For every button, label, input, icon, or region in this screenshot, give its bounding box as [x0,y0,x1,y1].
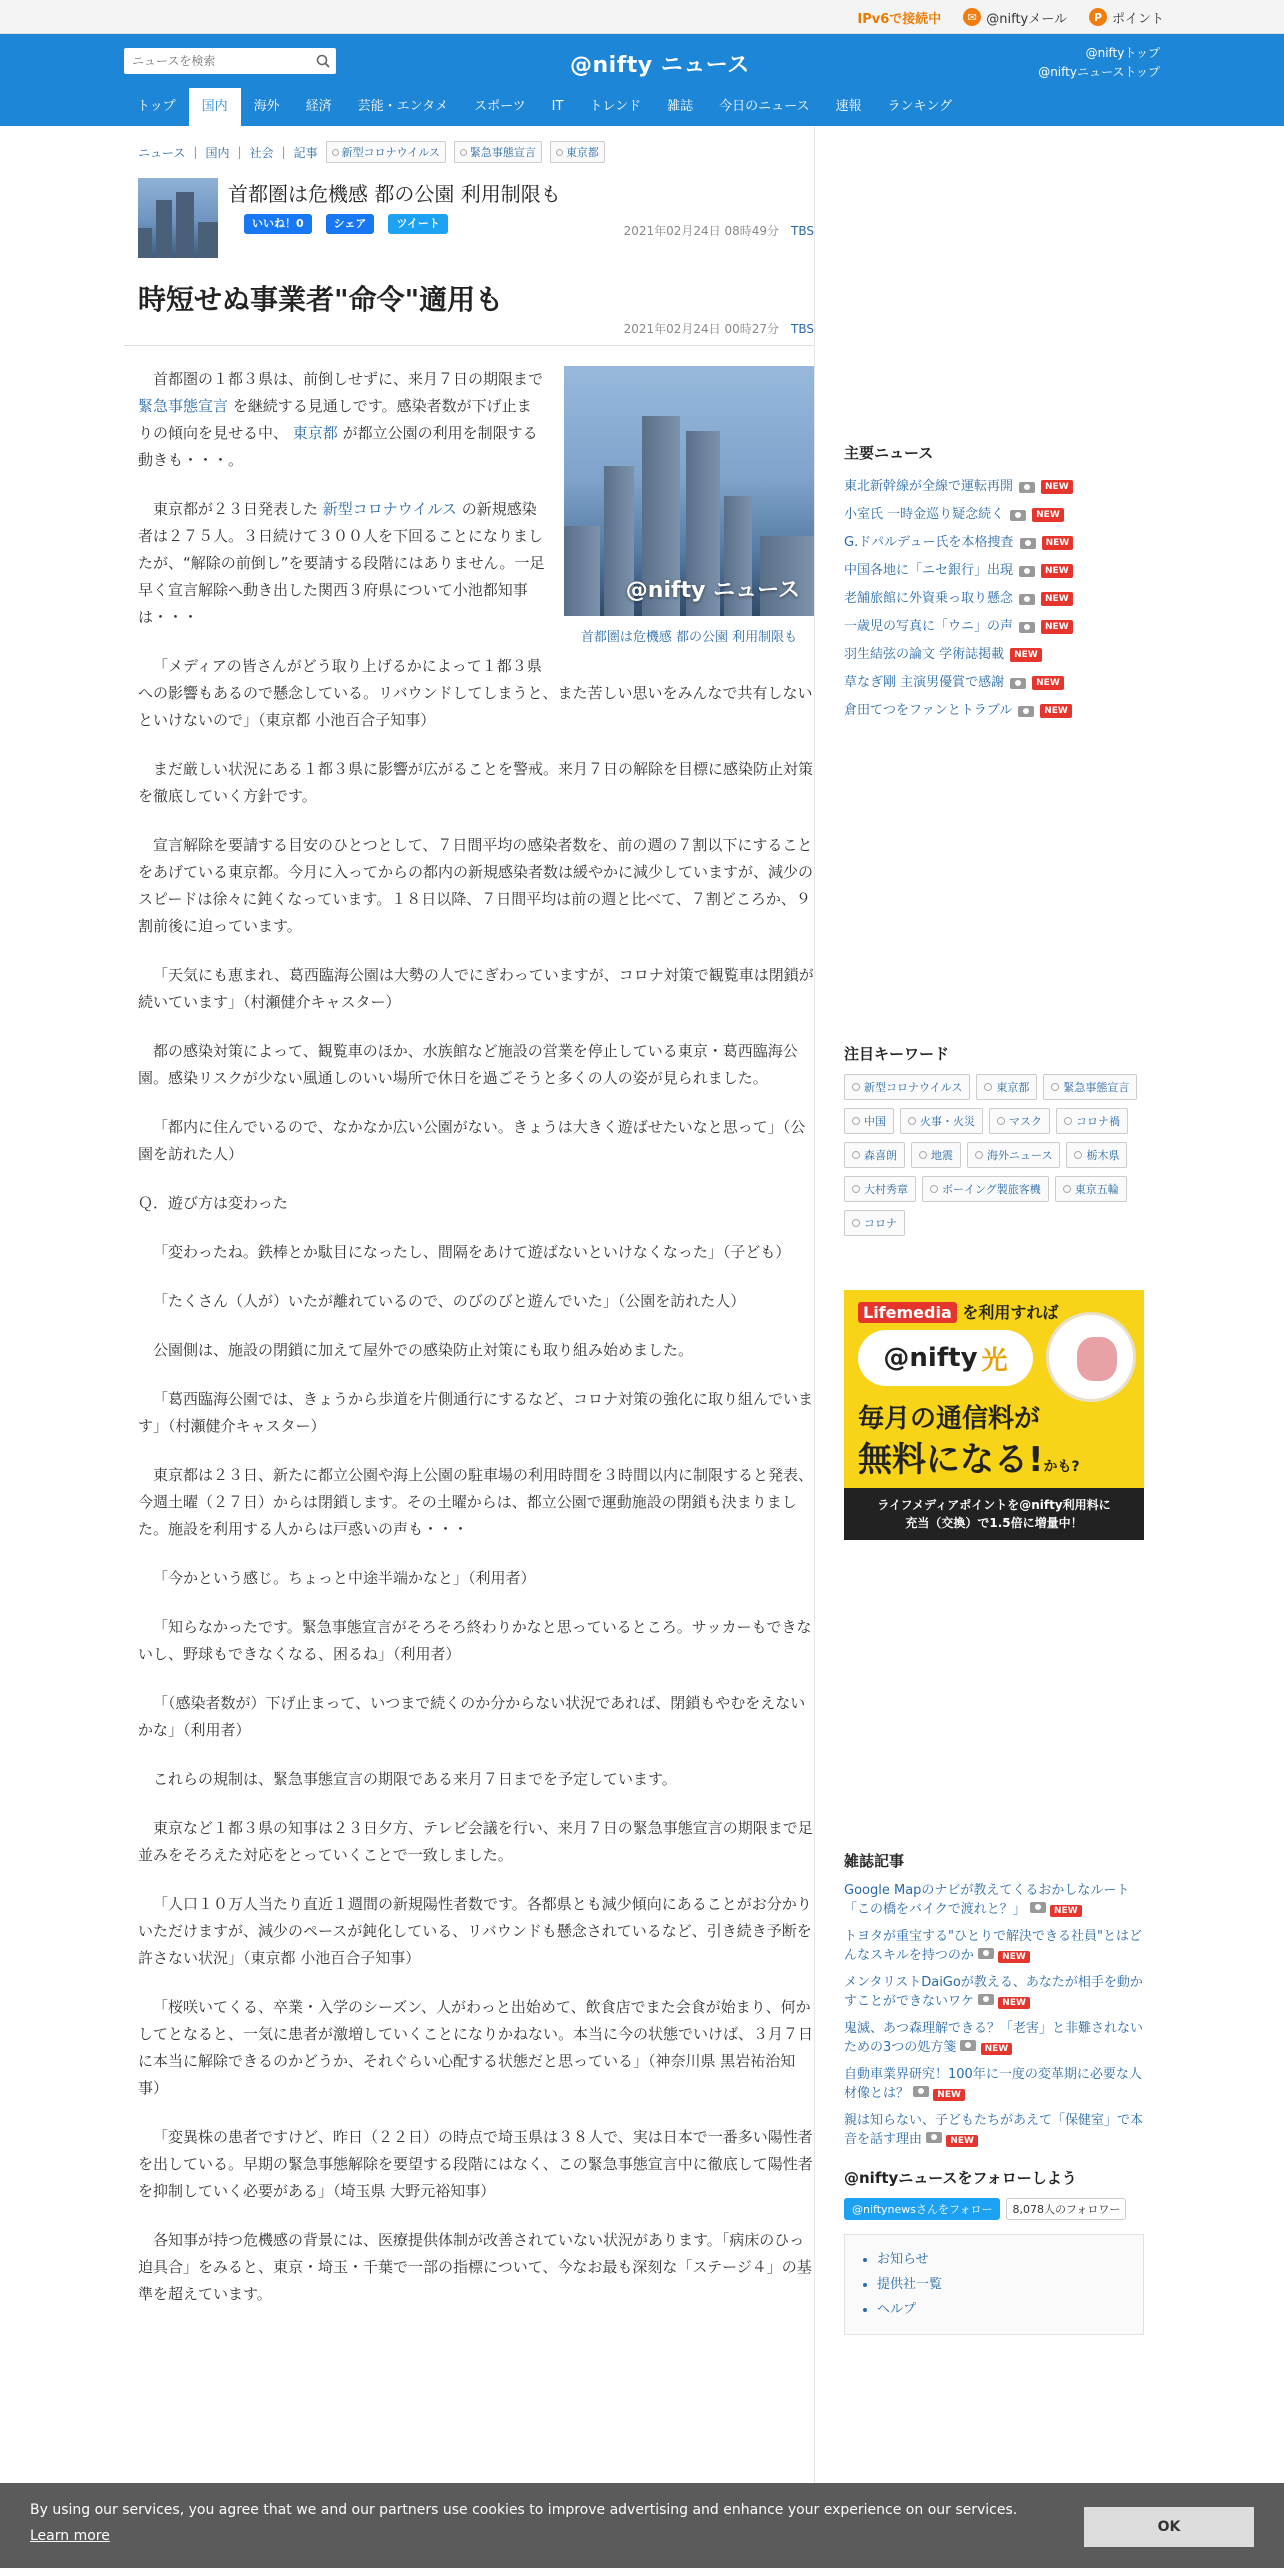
keyword-icon [852,1117,860,1125]
keyword-chip[interactable] [976,1074,1037,1100]
photo-caption: 首都圏は危機感 都の公園 利用制限も [580,630,798,645]
magazine-link[interactable]: 鬼滅、あつ森理解できる？「老害」と非難されないための3つの処方箋 [844,2021,1144,2055]
keyword-chip[interactable] [1066,1142,1127,1168]
camera-icon [1020,538,1036,549]
mail-icon: ✉ [963,8,981,26]
nav-overseas[interactable]: 海外 [253,99,280,114]
sidebar-top-space [844,126,1144,442]
keyword-icon [930,1185,938,1193]
news-link[interactable]: 小室氏 一時金巡り疑念続く [844,507,1005,522]
utility-bar [0,0,1284,34]
tag-label: 新型コロナウイルス [341,146,440,159]
camera-icon [926,2132,942,2143]
keyword-label: 海外ニュース [987,1149,1053,1162]
new-badge: NEW [1050,1905,1082,1917]
camera-icon [1010,678,1026,689]
sidebar [844,126,1144,2335]
link-tokyo[interactable]: 東京都 [292,424,338,442]
keyword-icon [1064,1117,1072,1125]
help-box [844,2234,1144,2335]
camera-icon [913,2086,929,2097]
cookie-ok-button[interactable]: OK [1084,2507,1254,2547]
camera-icon [978,1948,994,1959]
keyword-icon [1063,1185,1071,1193]
ad-line2-text: 無料になる! [858,1440,1044,1480]
paragraph: 「都内に住んでいるので、なかなか広い公園がない。きょうは大きく遊ばせたいなと思って」（公園を訪れた人） [138,1118,806,1163]
tag-label: 東京都 [565,146,599,159]
nav-sports[interactable]: スポーツ [474,99,526,114]
magazine-link[interactable]: メンタリストDaiGoが教える、あなたが相手を動かすことができないワケ [844,1975,1143,2009]
list-item [844,1881,1144,1919]
mail-link[interactable] [963,8,1067,27]
paragraph: 「（感染者数が）下げ止まって、いつまで続くのか分からない状況であれば、閉鎖もやむをえないかな」（利用者） [138,1694,806,1739]
list-item [844,585,1144,613]
article-figure [564,366,814,651]
keyword-label: ボーイング製旅客機 [942,1183,1041,1196]
sidebar-spacer [844,725,1144,1043]
news-link[interactable]: 倉田てつをファンとトラブル [844,703,1013,718]
paragraph: 首都圏の１都３県は、前倒しせずに、来月７日の期限まで 緊急事態宣言 を継続する見通しです。感染者数が下げ止まりの傾向を見せる中、 東京都 が都立公園の利用を制限する動きも・・・。 [138,370,544,469]
list-item [844,2111,1144,2149]
ad-line2-small: かも? [1043,1459,1080,1475]
paragraph: 「今かという感じ。ちょっと中途半端かなと」（利用者） [153,1569,536,1587]
global-nav [124,88,965,126]
nifty-top-link[interactable]: @niftyトップ [1085,46,1160,60]
nav-breaking[interactable]: 速報 [835,99,862,114]
new-badge: NEW [946,2135,978,2147]
sidebar-spacer [844,1540,1144,1850]
list-item [844,557,1144,585]
ad-headline [858,1300,1058,1323]
article-body [124,346,814,2308]
keyword-icon [919,1151,927,1159]
new-badge: NEW [1032,676,1064,690]
cookie-text-block [30,2497,1017,2549]
article-title: 時短せぬ事業者"命令"適用も [138,283,504,316]
point-label: ポイント [1111,11,1164,27]
search-icon[interactable] [310,48,336,74]
lead-source[interactable]: TBS [791,224,814,238]
magazine-link[interactable]: トヨタが重宝する"ひとりで解決できる社員"とはどんなスキルを持つのか [844,1929,1142,1963]
column-divider [814,126,815,2566]
link-covid[interactable]: 新型コロナウイルス [322,500,457,518]
keyword-label: コロナ [864,1217,897,1230]
camera-icon [1019,566,1035,577]
news-link[interactable]: 羽生結弦の論文 学術誌掲載 [844,647,1005,662]
new-badge: NEW [1041,592,1073,606]
news-link[interactable]: 中国各地に「ニセ銀行」出現 [844,563,1014,578]
paragraph: 公園側は、施設の閉鎖に加えて屋外での感染防止対策にも取り組み始めました。 [153,1341,694,1359]
article-photo[interactable] [564,366,814,616]
keyword-icon [852,1219,860,1227]
point-link[interactable] [1089,8,1164,27]
keyword-chip[interactable] [911,1142,961,1168]
tag-icon [332,149,339,156]
article-source[interactable]: TBS [791,322,814,336]
paragraph: これらの規制は、緊急事態宣言の期限である来月７日までを予定しています。 [153,1770,677,1788]
keyword-chip[interactable] [1056,1108,1128,1134]
new-badge: NEW [1041,620,1073,634]
ad-nifty-hikari [858,1330,1033,1386]
breadcrumb-separator: | [193,145,198,159]
site-logo[interactable]: @nifty ニュース [570,53,750,78]
new-badge: NEW [998,1997,1030,2009]
new-badge: NEW [998,1951,1030,1963]
ad-top-text: を利用すれば [962,1303,1059,1322]
keyword-label: 大村秀章 [864,1183,908,1196]
keyword-icon [852,1083,860,1091]
new-badge: NEW [1041,564,1073,578]
new-badge: NEW [1042,536,1074,550]
paragraph: 「メディアの皆さんがどう取り上げるかによって１都３県への影響もあるので懸念している。リバウンドしてしまうと、また苦しい思いをみんなで共有しないといけないので」（東京都 小池百合子知事） [138,657,813,729]
keyword-list [844,1074,1144,1236]
keyword-chip[interactable] [967,1142,1060,1168]
cookie-banner [0,2483,1284,2568]
help-link-providers[interactable]: • 提供社一覧 [877,2272,1127,2297]
magazine-link[interactable]: 親は知らない、子どもたちがあえて「保健室」で本音を話す理由 [844,2113,1144,2147]
camera-icon [960,2040,976,2051]
keyword-icon [1074,1151,1082,1159]
point-icon: P [1089,8,1107,26]
facebook-share-button[interactable]: シェア [326,214,375,234]
keyword-chip[interactable] [922,1176,1049,1202]
list-item [844,2065,1144,2103]
paragraph: 東京都は２３日、新たに都立公園や海上公園の駐車場の利用時間を３時間以内に制限すると発表、今週土曜（２７日）からは閉鎖します。その土曜からは、都立公園で運動施設の閉鎖も決まりました。施設を利用する人からは戸惑いの声も・・・ [138,1466,814,1538]
nav-it[interactable]: IT [551,99,564,114]
help-link-help[interactable]: • ヘルプ [877,2297,1127,2322]
search-input[interactable] [124,49,310,73]
breadcrumb-separator: | [237,145,242,159]
paragraph: 東京都が２３日発表した 新型コロナウイルス の新規感染者は２７５人。３日続けて３００人を下回ることになりましたが、“解除の前倒し”を要請する段階にはありません。一足早く宣言解除へ動き出した関西３府県について小池都知事は・・・ [138,500,545,626]
camera-icon [1019,482,1035,493]
news-link[interactable]: 東北新幹線が全線で運転再開 [844,479,1014,494]
article-meta [124,320,814,346]
camera-icon [1030,1902,1046,1913]
new-badge: NEW [933,2089,965,2101]
main-news-list [844,473,1144,725]
nav-economy[interactable]: 経済 [305,99,332,114]
paragraph: 「変わったね。鉄棒とか駄目になったし、間隔をあけて遊ばないといけなくなった」（子ども） [153,1243,791,1261]
site-header [0,34,1284,126]
lead-title[interactable]: 首都圏は危機感 都の公園 利用制限も [228,182,561,206]
twitter-follow-button[interactable]: @niftynewsさんをフォロー [844,2198,1000,2220]
tag-covid[interactable] [326,141,446,163]
keyword-icon [984,1083,992,1091]
paragraph: 東京など１都３県の知事は２３日夕方、テレビ会議を行い、来月７日の緊急事態宣言の期限まで足並みをそろえた対応をとっていくことで一致しました。 [138,1819,813,1864]
photo-watermark: @nifty ニュース [625,578,800,603]
keyword-label: 新型コロナウイルス [864,1081,963,1094]
keyword-label: コロナ禍 [1076,1115,1120,1128]
list-item [844,1927,1144,1965]
nav-magazine[interactable]: 雑誌 [667,99,694,114]
paragraph: 「桜咲いてくる、卒業・入学のシーズン、人がわっと出始めて、飲食店でまた会食が始まり、何かしてとなると、一気に患者が激増していくことになりかねない。本当に今の状態でいけば、３月７日に本当に解除できるのかどうか、それぐらい心配する状態だと思っている」（神奈川県 黒岩祐治知事） [138,1998,814,2097]
breadcrumb-news[interactable]: ニュース [138,145,186,160]
list-item [844,473,1144,501]
list-item [844,641,1144,669]
new-badge: NEW [981,2043,1013,2055]
tag-emergency[interactable] [454,141,542,163]
nav-trend[interactable]: トレンド [589,99,642,114]
keyword-icon [975,1151,983,1159]
lead-date: 2021年02月24日 08時49分 [623,224,780,238]
news-link[interactable]: G.ドパルデュー氏を本格捜査 [844,535,1014,550]
camera-icon [1019,622,1035,633]
ad-line2 [858,1432,1080,1481]
ad-footer [844,1488,1144,1540]
paragraph: 「人口１０万人当たり直近１週間の新規陽性者数です。各都県とも減少傾向にあることがお分かりいただけますが、減少のペースが鈍化している、リバウンドも懸念されているなど、引き続き予断を許さない状況」（東京都 小池百合子知事） [138,1895,812,1967]
camera-icon [1010,510,1026,521]
ad-line1: 毎月の通信料が [858,1404,1041,1434]
keyword-label: 東京都 [996,1081,1030,1094]
ad-lifemedia-logo: Lifemedia [858,1302,957,1323]
keyword-icon [1051,1083,1059,1091]
news-link[interactable]: 老舗旅館に外資乗っ取り懸念 [844,591,1014,606]
paragraph: 「天気にも恵まれ、葛西臨海公園は大勢の人でにぎわっていますが、コロナ対策で観覧車は閉鎖が続いています」（村瀬健介キャスター） [138,966,814,1011]
new-badge: NEW [1032,508,1064,522]
breadcrumb-article[interactable]: 記事 [293,145,318,160]
ad-hikari-text: 光 [981,1345,1008,1376]
camera-icon [1019,594,1035,605]
nav-ranking[interactable]: ランキング [887,99,953,114]
paragraph: 「変異株の患者ですけど、昨日（２２日）の時点で埼玉県は３８人で、実は日本で一番多い陽性者を出している。早期の緊急事態解除を要望する段階にはなく、この緊急事態宣言中に徹底して陽性者を抑制していく必要がある」（埼玉県 大野元裕知事） [138,2128,813,2200]
list-item [844,501,1144,529]
social-buttons [244,214,448,234]
header-links [1038,44,1160,82]
list-item [844,613,1144,641]
breadcrumb-society[interactable]: 社会 [249,145,274,160]
magazine-title: 雑誌記事 [844,1852,905,1870]
keyword-icon [997,1117,1005,1125]
list-item [844,2019,1144,2057]
new-badge: NEW [1041,480,1073,494]
keyword-chip[interactable] [989,1108,1050,1134]
keyword-chip[interactable] [844,1210,905,1236]
lifemedia-ad-banner[interactable] [844,1290,1144,1540]
article-date: 2021年02月24日 00時27分 [623,322,780,336]
paragraph: 「たくさん（人が）いたが離れているので、のびのびと遊んでいた」（公園を訪れた人） [153,1292,746,1310]
keyword-chip[interactable] [844,1176,916,1202]
lead-article [124,178,814,268]
keyword-icon [852,1151,860,1159]
utility-links [857,0,1164,34]
paragraph: まだ厳しい状況にある１都３県に影響が広がることを警戒。来月７日の解除を目標に感染防止対策を徹底していく方針です。 [138,760,814,805]
keyword-label: 森喜朗 [864,1149,897,1162]
keyword-chip[interactable] [844,1108,894,1134]
breadcrumb-separator: | [281,145,286,159]
main-column [124,126,814,2330]
keyword-icon [908,1117,916,1125]
search-box [124,48,336,74]
facebook-like-button[interactable]: いいね！0 [244,214,312,234]
tag-icon [556,149,563,156]
list-item [844,529,1144,557]
nifty-news-top-link[interactable]: @niftyニューストップ [1038,65,1160,79]
cookie-message: By using our services, you agree that we and our partners use cookies to improve advertising and enhance your experience on our services. [30,2502,1018,2518]
lead-meta [624,222,814,239]
keyword-label: 東京五輪 [1074,1183,1119,1196]
nav-domestic[interactable]: 国内 [189,88,241,126]
keyword-label: 地震 [931,1149,953,1162]
keyword-chip[interactable] [900,1108,983,1134]
new-badge: NEW [1040,704,1072,718]
mail-label: @niftyメール [986,11,1067,27]
camera-icon [978,1994,994,2005]
news-link[interactable]: 一歳児の写真に「ウニ」の声 [844,619,1014,634]
tag-label: 緊急事態宣言 [469,146,536,159]
cookie-learn-more-link[interactable]: Learn more [30,2528,110,2544]
keyword-icon [852,1185,860,1193]
magazine-link[interactable]: Google Mapのナビが教えてくるおかしなルート「この橋をバイクで渡れと？」 [844,1883,1130,1917]
follower-count: 8,078人のフォロワー [1006,2198,1126,2220]
breadcrumb [124,126,814,178]
magazine-list [844,1881,1144,2149]
new-badge: NEW [1010,648,1042,662]
sheep-mascot-icon [1046,1312,1136,1402]
lead-thumbnail[interactable] [138,178,218,258]
news-link[interactable]: 草なぎ剛 主演男優賞で感謝 [844,675,1005,690]
tag-icon [460,149,467,156]
paragraph: 「葛西臨海公園では、きょうから歩道を片側通行にするなど、コロナ対策の強化に取り組んでいます」（村瀬健介キャスター） [138,1390,814,1435]
help-link-notice[interactable]: • お知らせ [877,2247,1127,2272]
keyword-chip[interactable] [1043,1074,1137,1100]
paragraph: 「知らなかったです。緊急事態宣言がそろそろ終わりかなと思っているところ。サッカーもできないし、野球もできなくなる、困るね」（利用者） [138,1618,812,1663]
paragraph: 都の感染対策によって、観覧車のほか、水族館など施設の営業を停止している東京・葛西臨海公園。感染リスクが少ない風通しのいい場所で休日を過ごそうと多くの人の姿が見られました。 [138,1042,798,1087]
nav-entertainment[interactable]: 芸能・エンタメ [357,99,449,114]
tweet-button[interactable]: ツイート [388,214,447,234]
keyword-chip[interactable] [844,1142,905,1168]
paragraph: 各知事が持つ危機感の背景には、医療提供体制が改善されていない状況があります。「病床のひっ迫具合」をみると、東京・埼玉・千葉で一部の指標について、今なお最も深刻な「ステージ４」の基準を超えています。 [138,2231,812,2303]
ipv6-status: IPv6で接続中 [857,11,942,27]
keyword-chip[interactable] [844,1074,970,1100]
keyword-label: 緊急事態宣言 [1063,1081,1130,1094]
keywords-title: 注目キーワード [844,1045,950,1063]
keyword-label: マスク [1009,1115,1042,1128]
list-item [844,697,1144,725]
link-emergency[interactable]: 緊急事態宣言 [138,397,229,415]
keyword-label: 栃木県 [1086,1149,1120,1162]
keyword-chip[interactable] [1055,1176,1127,1202]
ad-footer-line1: ライフメディアポイントを@nifty利用料に [877,1498,1111,1512]
paragraph: 宣言解除を要請する目安のひとつとして、７日間平均の感染者数を、前の週の７割以下にすることをあげている東京都。今月に入ってからの都内の新規感染者数は緩やかに減少していますが、減少のスピードは徐々に鈍くなっています。１８日以降、７日間平均は前の週と比べて、７割どころか、９割前後に迫っています。 [138,836,814,935]
magazine-link[interactable]: 自動車業界研究！100年に一度の変革期に必要な人材像とは？ [844,2067,1142,2101]
ad-pill-text: @nifty [883,1343,978,1373]
help-list [861,2247,1127,2322]
paragraph: Ｑ．遊び方は変わった [138,1194,288,1212]
follow-box [844,2198,1144,2220]
nav-top[interactable]: トップ [137,99,176,114]
list-item [844,669,1144,697]
keyword-label: 火事・火災 [920,1115,975,1128]
camera-icon [1018,706,1034,717]
tag-tokyo[interactable] [550,141,605,163]
main-news-title: 主要ニュース [844,444,934,462]
nav-today[interactable]: 今日のニュース [719,99,810,114]
ad-footer-line2: 充当（交換）で1.5倍に増量中！ [905,1516,1083,1530]
breadcrumb-domestic[interactable]: 国内 [205,145,230,160]
keyword-label: 中国 [864,1115,886,1128]
follow-title: @niftyニュースをフォローしよう [844,2169,1077,2187]
list-item [844,1973,1144,2011]
sidebar-spacer [844,1236,1144,1290]
